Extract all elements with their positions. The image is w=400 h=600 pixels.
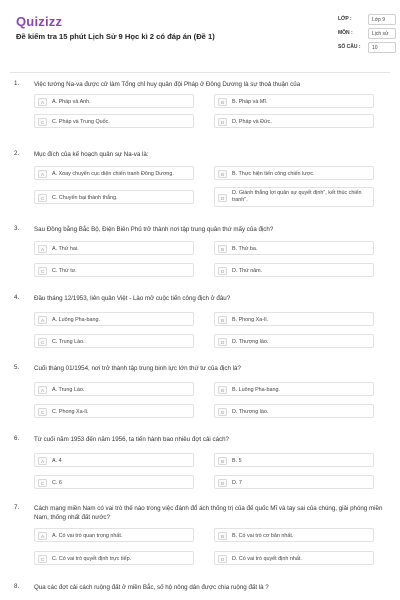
question-number: 6. bbox=[14, 435, 20, 442]
option-c[interactable] bbox=[34, 551, 194, 565]
option-text-d: D. Thượng lào. bbox=[232, 338, 269, 345]
meta-label-question-count: SỐ CÂU : bbox=[338, 44, 361, 50]
option-b[interactable] bbox=[214, 94, 374, 108]
option-d[interactable] bbox=[214, 187, 374, 207]
meta-row-question-count bbox=[332, 42, 394, 56]
option-text-c: C. Chuyển bại thành thắng. bbox=[52, 194, 118, 201]
worksheet-header bbox=[10, 8, 390, 60]
option-letter-a: A bbox=[38, 386, 47, 394]
option-text-a: A. Pháp và Anh. bbox=[52, 98, 91, 105]
option-text-b: B. 5 bbox=[232, 457, 242, 464]
option-c[interactable] bbox=[34, 114, 194, 128]
option-text-a: A. Xoay chuyển cục diện chiến tranh Đông Dương. bbox=[52, 170, 174, 177]
option-b[interactable] bbox=[214, 453, 374, 467]
option-letter-c: C bbox=[38, 555, 47, 563]
question-text: Đầu tháng 12/1953, liên quân Việt - Lào mở cuộc tiến công địch ở đâu? bbox=[34, 295, 231, 302]
option-text-d: D. Thứ năm. bbox=[232, 267, 263, 274]
option-text-b: B. Phong Xa-lì. bbox=[232, 316, 269, 323]
question-number: 8. bbox=[14, 583, 20, 590]
option-letter-b: B bbox=[218, 170, 227, 178]
option-text-d: D. Thượng lào. bbox=[232, 408, 269, 415]
quizizz-logo: Quizizz bbox=[16, 14, 63, 29]
option-b[interactable] bbox=[214, 312, 374, 326]
option-letter-b: B bbox=[218, 98, 227, 106]
option-text-d: D. 7 bbox=[232, 479, 242, 486]
option-text-a: A. Luông Pha-bang. bbox=[52, 316, 100, 323]
option-d[interactable] bbox=[214, 263, 374, 277]
option-b[interactable] bbox=[214, 241, 374, 255]
option-letter-d: D bbox=[218, 194, 227, 202]
option-letter-b: B bbox=[218, 532, 227, 540]
option-text-b: B. Luông Pha-bang. bbox=[232, 386, 280, 393]
option-a[interactable] bbox=[34, 166, 194, 180]
option-a[interactable] bbox=[34, 312, 194, 326]
question-number: 5. bbox=[14, 364, 20, 371]
option-letter-c: C bbox=[38, 408, 47, 416]
option-c[interactable] bbox=[34, 263, 194, 277]
option-text-c: C. 6 bbox=[52, 479, 62, 486]
option-letter-d: D bbox=[218, 118, 227, 126]
option-text-d: D. Giành thắng lợi quân sự quyết định", kết thúc chiến tranh". bbox=[232, 190, 362, 203]
option-text-c: C. Pháp và Trung Quốc. bbox=[52, 118, 110, 125]
question-number: 2. bbox=[14, 150, 20, 157]
option-letter-d: D bbox=[218, 408, 227, 416]
question-text: Cách mạng miền Nam có vai trò thế nào trong việc đánh đổ ách thống trị của đế quốc Mĩ và tay sai của chúng, giải phóng miền Nam, thống nhất đất nước? bbox=[34, 505, 383, 521]
option-d[interactable] bbox=[214, 475, 374, 489]
option-letter-c: C bbox=[38, 194, 47, 202]
question-number: 1. bbox=[14, 80, 20, 87]
option-letter-c: C bbox=[38, 479, 47, 487]
question-text: Cuối tháng 01/1954, nơi trở thành tập trung binh lực lớn thứ tư của địch là? bbox=[34, 365, 241, 372]
option-d[interactable] bbox=[214, 114, 374, 128]
option-text-d: D. Pháp và Đức. bbox=[232, 118, 272, 125]
option-text-b: B. Pháp và Mĩ. bbox=[232, 98, 268, 105]
option-text-a: A. Thứ hai. bbox=[52, 245, 79, 252]
option-text-a: A. Trung Lào. bbox=[52, 386, 85, 393]
option-letter-d: D bbox=[218, 338, 227, 346]
option-text-c: C. Phong Xa-lì. bbox=[52, 408, 89, 415]
option-a[interactable] bbox=[34, 94, 194, 108]
option-c[interactable] bbox=[34, 404, 194, 418]
header-divider bbox=[10, 72, 390, 73]
option-text-a: A. 4 bbox=[52, 457, 62, 464]
option-letter-a: A bbox=[38, 98, 47, 106]
option-a[interactable] bbox=[34, 241, 194, 255]
option-letter-a: A bbox=[38, 457, 47, 465]
option-d[interactable] bbox=[214, 334, 374, 348]
question-number: 7. bbox=[14, 504, 20, 511]
option-text-c: C. Trung Lào. bbox=[52, 338, 85, 345]
option-text-b: B. Thứ ba. bbox=[232, 245, 258, 252]
option-letter-a: A bbox=[38, 532, 47, 540]
meta-value-question-count: 10 bbox=[368, 42, 396, 53]
option-a[interactable] bbox=[34, 382, 194, 396]
meta-row-class bbox=[332, 14, 394, 28]
question-text: Mục đích của kế hoạch quân sự Na-va là: bbox=[34, 151, 149, 158]
option-letter-b: B bbox=[218, 386, 227, 394]
worksheet-meta bbox=[332, 14, 394, 56]
meta-value-class: Lớp 9 bbox=[368, 14, 396, 25]
option-letter-a: A bbox=[38, 170, 47, 178]
option-letter-a: A bbox=[38, 316, 47, 324]
worksheet-title: Đề kiểm tra 15 phút Lịch Sử 9 Học kì 2 có đáp án (Đề 1) bbox=[16, 32, 215, 41]
option-text-c: C. Thứ tư. bbox=[52, 267, 77, 274]
question-text: Việc tướng Na-va được cử làm Tổng chỉ huy quân đội Pháp ở Đông Dương là sự thoả thuận của bbox=[34, 81, 301, 88]
option-letter-b: B bbox=[218, 245, 227, 253]
question-number: 4. bbox=[14, 294, 20, 301]
option-letter-d: D bbox=[218, 479, 227, 487]
option-text-d: D. Có vai trò quyết định nhất. bbox=[232, 555, 302, 562]
option-a[interactable] bbox=[34, 453, 194, 467]
option-d[interactable] bbox=[214, 404, 374, 418]
question-text: Từ cuối năm 1953 đến năm 1956, ta tiến hành bao nhiêu đợt cải cách? bbox=[34, 436, 229, 443]
option-c[interactable] bbox=[34, 334, 194, 348]
option-c[interactable] bbox=[34, 475, 194, 489]
option-letter-c: C bbox=[38, 118, 47, 126]
option-letter-c: C bbox=[38, 338, 47, 346]
question-text: Qua các đợt cải cách ruộng đất ở miền Bắc, số hộ nông dân được chia ruộng đất là ? bbox=[34, 584, 269, 591]
meta-label-subject: MÔN : bbox=[338, 30, 353, 36]
option-letter-a: A bbox=[38, 245, 47, 253]
option-letter-b: B bbox=[218, 316, 227, 324]
option-b[interactable] bbox=[214, 528, 374, 542]
option-letter-c: C bbox=[38, 267, 47, 275]
option-text-a: A. Có vai trò quan trọng nhất. bbox=[52, 532, 123, 539]
meta-row-subject bbox=[332, 28, 394, 42]
option-d[interactable] bbox=[214, 551, 374, 565]
meta-value-subject: Lịch sử bbox=[368, 28, 396, 39]
option-a[interactable] bbox=[34, 528, 194, 542]
option-text-b: B. Có vai trò cơ bản nhất. bbox=[232, 532, 294, 539]
option-text-b: B. Thực hiện tiến công chiến lược. bbox=[232, 170, 315, 177]
question-text: Sau Đồng bằng Bắc Bộ, Điện Biên Phủ trở thành nơi tập trung quân thứ mấy của địch? bbox=[34, 226, 274, 233]
option-letter-d: D bbox=[218, 555, 227, 563]
option-b[interactable] bbox=[214, 166, 374, 180]
option-letter-d: D bbox=[218, 267, 227, 275]
option-text-c: C. Có vai trò quyết định trực tiếp. bbox=[52, 555, 132, 562]
option-b[interactable] bbox=[214, 382, 374, 396]
meta-label-class: LỚP : bbox=[338, 16, 352, 22]
question-number: 3. bbox=[14, 225, 20, 232]
option-letter-b: B bbox=[218, 457, 227, 465]
option-c[interactable] bbox=[34, 190, 194, 204]
